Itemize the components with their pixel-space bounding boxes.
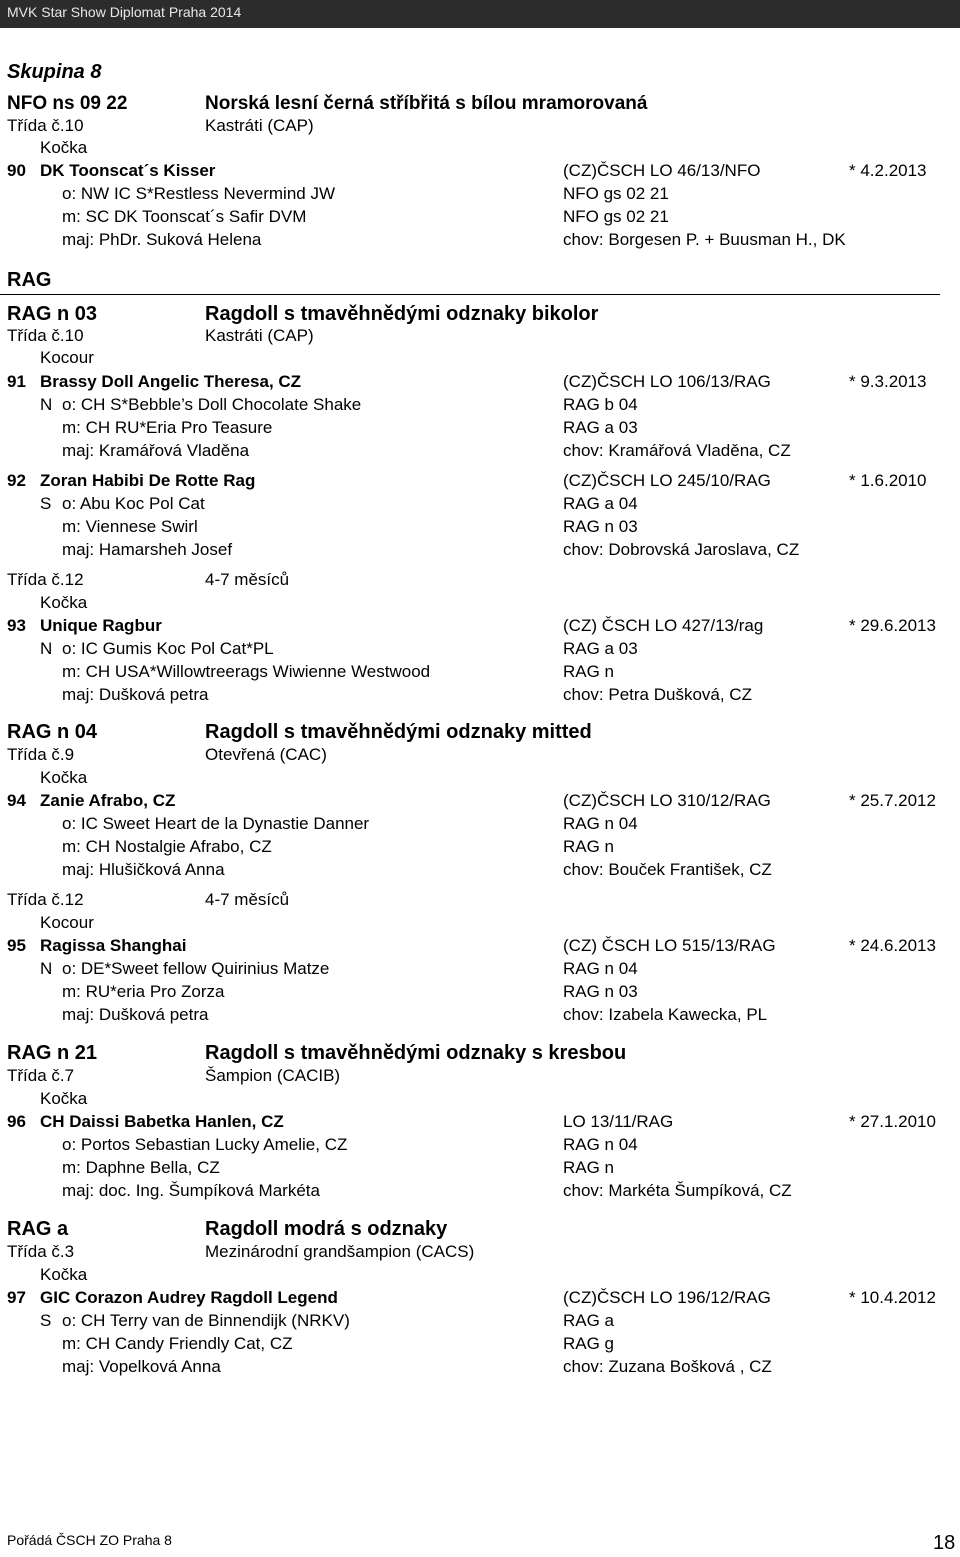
entry-breeder: chov: Borgesen P. + Buusman H., DK (563, 230, 846, 249)
entry-registration: (CZ)ČSCH LO 46/13/NFO (563, 161, 761, 180)
entry-number: 97 (7, 1288, 26, 1307)
entry-breeder: chov: Markéta Šumpíková, CZ (563, 1181, 792, 1200)
entry-father-code: RAG a (563, 1311, 615, 1330)
class-name: 4-7 měsíců (205, 890, 290, 909)
entry-flag: S (40, 1311, 52, 1330)
entry-mother: m: CH RU*Eria Pro Teasure (62, 418, 273, 437)
sex-label: Kočka (40, 1265, 88, 1284)
entry-father-code: RAG n 04 (563, 959, 638, 978)
section-breed-color: Norská lesní černá stříbřitá s bílou mramorovaná (205, 93, 648, 114)
section-breed-color: Ragdoll s tmavěhnědými odznaky mitted (205, 721, 592, 743)
entry-father-code: RAG a 04 (563, 494, 638, 513)
section-code: NFO ns 09 22 (7, 93, 128, 114)
entry-father: o: DE*Sweet fellow Quirinius Matze (62, 959, 330, 978)
entry-birth: * 25.7.2012 (849, 791, 936, 810)
group-title: Skupina 8 (7, 61, 102, 83)
entry-owner: maj: PhDr. Suková Helena (62, 230, 262, 249)
entry-number: 94 (7, 791, 26, 810)
entry-owner: maj: doc. Ing. Šumpíková Markéta (62, 1181, 320, 1200)
section-breed-color: Ragdoll s tmavěhnědými odznaky bikolor (205, 303, 599, 325)
document-title: MVK Star Show Diplomat Praha 2014 (7, 4, 242, 20)
entry-mother-code: RAG g (563, 1334, 615, 1353)
entry-mother-code: RAG a 03 (563, 418, 638, 437)
class-name: Mezinárodní grandšampion (CACS) (205, 1242, 475, 1261)
class-name: Otevřená (CAC) (205, 745, 327, 764)
entry-mother: m: SC DK Toonscat´s Safir DVM (62, 207, 307, 226)
class-label: Třída č.12 (7, 890, 84, 909)
entry-breeder: chov: Kramářová Vladěna, CZ (563, 441, 791, 460)
entry-flag: S (40, 494, 52, 513)
entry-father-code: NFO gs 02 21 (563, 184, 669, 203)
entry-number: 90 (7, 161, 26, 180)
entry-birth: * 9.3.2013 (849, 372, 927, 391)
section-breed-color: Ragdoll modrá s odznaky (205, 1218, 448, 1240)
entry-birth: * 4.2.2013 (849, 161, 927, 180)
entry-name: Ragissa Shanghai (40, 936, 187, 955)
entry-father: o: CH S*Bebble’s Doll Chocolate Shake (62, 395, 362, 414)
entry-name: Brassy Doll Angelic Theresa, CZ (40, 372, 302, 391)
entry-flag: N (40, 639, 53, 658)
entry-father: o: NW IC S*Restless Nevermind JW (62, 184, 335, 203)
entry-mother: m: Viennese Swirl (62, 517, 198, 536)
entry-name: Zoran Habibi De Rotte Rag (40, 471, 256, 490)
entry-birth: * 10.4.2012 (849, 1288, 936, 1307)
entry-birth: * 1.6.2010 (849, 471, 927, 490)
entry-owner: maj: Hlušičková Anna (62, 860, 225, 879)
entry-flag: N (40, 959, 53, 978)
entry-mother-code: RAG n (563, 662, 615, 681)
section-code: RAG n 21 (7, 1042, 98, 1064)
document-header-bar (0, 0, 960, 28)
entry-number: 92 (7, 471, 26, 490)
class-name: Kastráti (CAP) (205, 326, 314, 345)
entry-owner: maj: Kramářová Vladěna (62, 441, 250, 460)
entry-name: DK Toonscat´s Kisser (40, 161, 216, 180)
entry-father-code: RAG n 04 (563, 1135, 638, 1154)
entry-owner: maj: Dušková petra (62, 685, 209, 704)
entry-breeder: chov: Izabela Kawecka, PL (563, 1005, 768, 1024)
entry-mother: m: Daphne Bella, CZ (62, 1158, 220, 1177)
entry-father-code: RAG a 03 (563, 639, 638, 658)
entry-registration: (CZ)ČSCH LO 245/10/RAG (563, 471, 771, 490)
section-code: RAG n 04 (7, 721, 98, 743)
entry-breeder: chov: Dobrovská Jaroslava, CZ (563, 540, 800, 559)
section-code: RAG n 03 (7, 303, 98, 325)
entry-mother-code: RAG n 03 (563, 982, 638, 1001)
entry-birth: * 29.6.2013 (849, 616, 936, 635)
entry-number: 91 (7, 372, 26, 391)
sex-label: Kočka (40, 593, 88, 612)
entry-name: Zanie Afrabo, CZ (40, 791, 176, 810)
entry-registration: (CZ) ČSCH LO 427/13/rag (563, 616, 764, 635)
entry-number: 93 (7, 616, 26, 635)
entry-mother: m: CH USA*Willowtreerags Wiwienne Westwood (62, 662, 431, 681)
entry-registration: LO 13/11/RAG (563, 1112, 674, 1131)
breed-heading-rule (0, 294, 940, 295)
entry-father: o: CH Terry van de Binnendijk (NRKV) (62, 1311, 350, 1330)
entry-mother-code: NFO gs 02 21 (563, 207, 669, 226)
entry-registration: (CZ)ČSCH LO 310/12/RAG (563, 791, 771, 810)
entry-number: 96 (7, 1112, 26, 1131)
entry-breeder: chov: Bouček František, CZ (563, 860, 772, 879)
class-label: Třída č.10 (7, 326, 84, 345)
entry-birth: * 27.1.2010 (849, 1112, 936, 1131)
section-code: RAG a (7, 1218, 69, 1240)
section-breed-color: Ragdoll s tmavěhnědými odznaky s kresbou (205, 1042, 627, 1064)
entry-father: o: Portos Sebastian Lucky Amelie, CZ (62, 1135, 348, 1154)
entry-mother-code: RAG n 03 (563, 517, 638, 536)
entry-father-code: RAG n 04 (563, 814, 638, 833)
class-name: 4-7 měsíců (205, 570, 290, 589)
entry-owner: maj: Dušková petra (62, 1005, 209, 1024)
entry-father: o: IC Gumis Koc Pol Cat*PL (62, 639, 274, 658)
entry-father: o: Abu Koc Pol Cat (62, 494, 205, 513)
entry-registration: (CZ) ČSCH LO 515/13/RAG (563, 936, 776, 955)
entry-mother: m: CH Nostalgie Afrabo, CZ (62, 837, 272, 856)
class-label: Třída č.12 (7, 570, 84, 589)
class-name: Kastráti (CAP) (205, 116, 314, 135)
footer-organizer: Pořádá ČSCH ZO Praha 8 (7, 1532, 172, 1548)
breed-heading: RAG (7, 269, 52, 291)
class-label: Třída č.7 (7, 1066, 75, 1085)
entry-breeder: chov: Zuzana Bošková , CZ (563, 1357, 772, 1376)
entry-mother-code: RAG n (563, 837, 615, 856)
entry-mother-code: RAG n (563, 1158, 615, 1177)
entry-father: o: IC Sweet Heart de la Dynastie Danner (62, 814, 370, 833)
class-label: Třída č.3 (7, 1242, 75, 1261)
sex-label: Kočka (40, 1089, 88, 1108)
class-name: Šampion (CACIB) (205, 1066, 341, 1085)
entry-birth: * 24.6.2013 (849, 936, 936, 955)
sex-label: Kočka (40, 768, 88, 787)
class-label: Třída č.9 (7, 745, 75, 764)
class-label: Třída č.10 (7, 116, 84, 135)
entry-mother: m: CH Candy Friendly Cat, CZ (62, 1334, 293, 1353)
entry-owner: maj: Hamarsheh Josef (62, 540, 233, 559)
entry-number: 95 (7, 936, 26, 955)
entry-father-code: RAG b 04 (563, 395, 638, 414)
sex-label: Kočka (40, 138, 88, 157)
entry-name: Unique Ragbur (40, 616, 162, 635)
page-number: 18 (933, 1532, 956, 1554)
entry-mother: m: RU*eria Pro Zorza (62, 982, 225, 1001)
entry-breeder: chov: Petra Dušková, CZ (563, 685, 752, 704)
entry-registration: (CZ)ČSCH LO 106/13/RAG (563, 372, 771, 391)
entry-registration: (CZ)ČSCH LO 196/12/RAG (563, 1288, 771, 1307)
sex-label: Kocour (40, 913, 94, 932)
sex-label: Kocour (40, 348, 94, 367)
entry-owner: maj: Vopelková Anna (62, 1357, 221, 1376)
entry-name: GIC Corazon Audrey Ragdoll Legend (40, 1288, 338, 1307)
entry-name: CH Daissi Babetka Hanlen, CZ (40, 1112, 284, 1131)
entry-flag: N (40, 395, 53, 414)
